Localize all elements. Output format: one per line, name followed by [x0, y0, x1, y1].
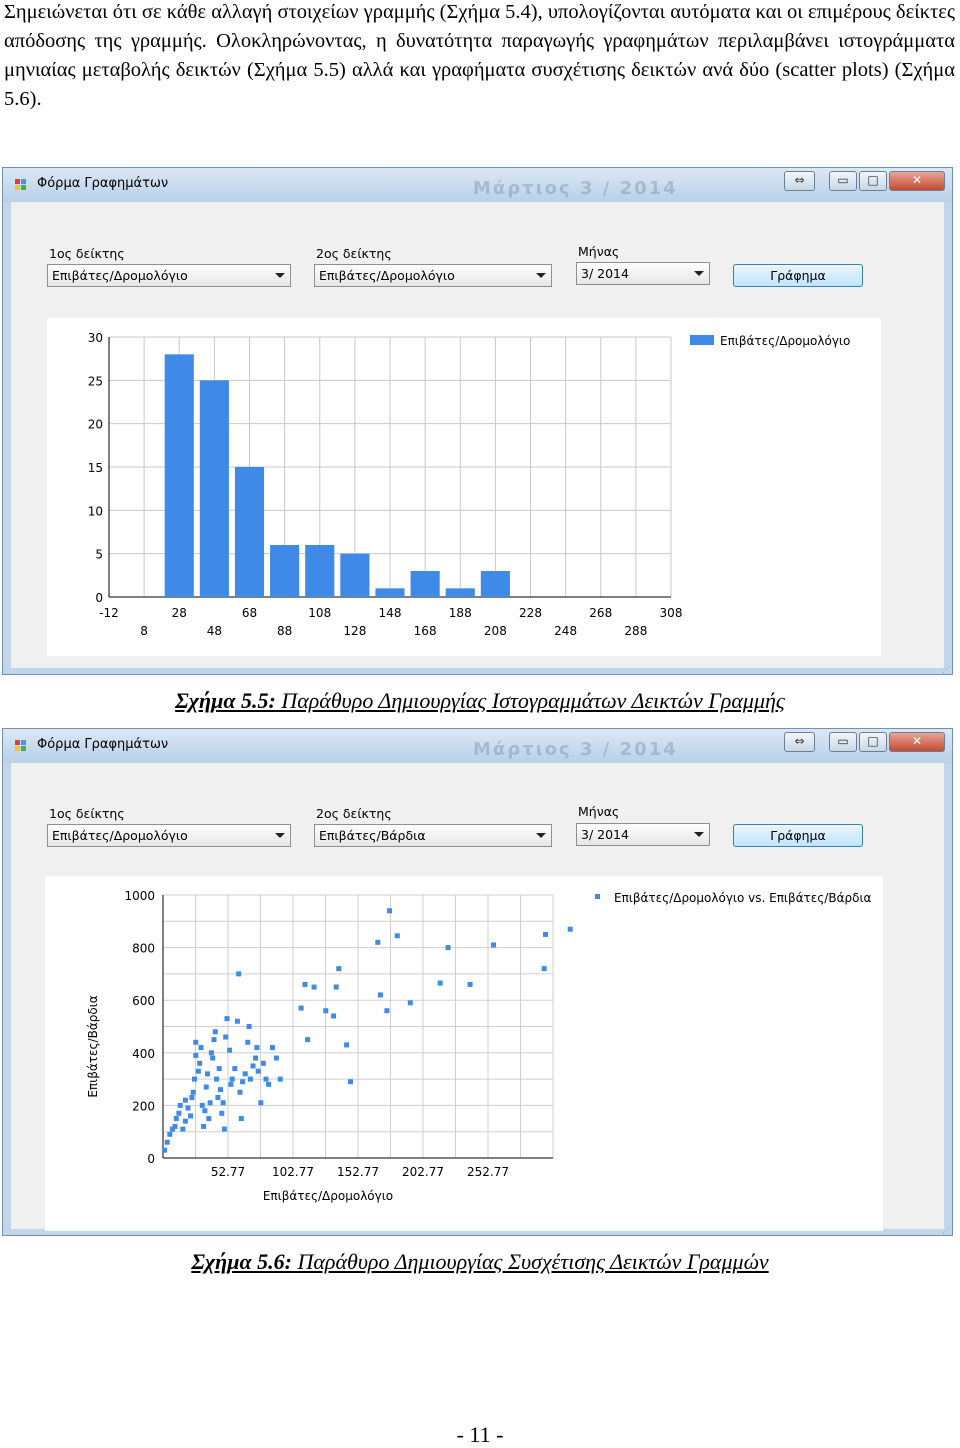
scatter-point	[261, 1061, 266, 1066]
histogram-bar	[165, 354, 194, 597]
y-tick-label: 800	[132, 941, 155, 956]
chart-form-window-histogram	[2, 167, 953, 675]
scatter-point	[188, 1113, 193, 1118]
scatter-chart	[45, 876, 883, 1231]
minimize-button[interactable]: ▭	[829, 171, 857, 191]
scatter-point	[219, 1111, 224, 1116]
scatter-point	[180, 1127, 185, 1132]
scatter-point	[192, 1077, 197, 1082]
histogram-bar	[375, 588, 404, 597]
x-tick-label: 108	[308, 606, 332, 620]
figure-caption-5-5	[0, 688, 960, 714]
y-tick-label: 0	[147, 1152, 155, 1166]
scatter-point	[344, 1042, 349, 1047]
scatter-point	[176, 1111, 181, 1116]
scatter-point	[378, 992, 383, 997]
x-tick-label: 148	[378, 606, 402, 620]
x-tick-label: 48	[206, 624, 223, 638]
index1-select-value: Επιβάτες/Δρομολόγιο	[52, 268, 188, 283]
blurred-title: Μάρτιος 3 / 2014	[473, 739, 678, 760]
caption-number: Σχήμα 5.6:	[191, 1249, 292, 1274]
scatter-point	[227, 1048, 232, 1053]
x-tick-label: 228	[519, 606, 542, 620]
index1-label: 1ος δείκτης	[49, 806, 125, 821]
scatter-point	[189, 1095, 194, 1100]
maximize-button[interactable]: □	[859, 732, 887, 752]
histogram-bar	[411, 571, 440, 597]
scatter-point	[387, 908, 392, 913]
caption-text: Παράθυρο Δημιουργίας Συσχέτισης Δεικτών Γραμμών	[291, 1249, 769, 1274]
title-bar[interactable]	[3, 168, 952, 202]
scatter-point	[228, 1082, 233, 1087]
scatter-point	[245, 1040, 250, 1045]
scatter-point	[202, 1108, 207, 1113]
scatter-point	[204, 1084, 209, 1089]
scatter-point	[191, 1090, 196, 1095]
figure-caption-5-6	[0, 1249, 960, 1275]
scatter-point	[208, 1100, 213, 1105]
scatter-point	[270, 1045, 275, 1050]
index2-select-value: Επιβάτες/Βάρδια	[319, 828, 426, 843]
x-tick-label: 28	[171, 606, 187, 620]
month-select-value: 3/ 2014	[581, 266, 629, 281]
scatter-point	[193, 1053, 198, 1058]
title-bar[interactable]	[3, 729, 952, 763]
y-tick-label: 0	[95, 591, 103, 605]
histogram-bar	[305, 545, 334, 597]
scatter-point	[240, 1079, 245, 1084]
x-tick-label: 102.77	[272, 1165, 314, 1179]
y-tick-label: 1000	[124, 889, 155, 903]
x-tick-label: 8	[140, 624, 148, 638]
scatter-point	[336, 966, 341, 971]
scatter-point	[274, 1056, 279, 1061]
scatter-point	[174, 1116, 179, 1121]
app-icon	[15, 740, 27, 752]
scatter-point	[211, 1037, 216, 1042]
close-button[interactable]: ✕	[889, 732, 945, 752]
x-tick-label: 68	[241, 606, 258, 620]
y-tick-label: 400	[132, 1046, 155, 1061]
scatter-point	[331, 1013, 336, 1018]
scatter-point	[236, 971, 241, 976]
scatter-point	[263, 1077, 268, 1082]
scatter-point	[305, 1037, 310, 1042]
x-tick-label: 268	[589, 606, 613, 620]
y-tick-label: 25	[87, 374, 103, 389]
month-label: Μήνας	[578, 804, 620, 819]
scatter-point	[256, 1069, 261, 1074]
index1-select-value: Επιβάτες/Δρομολόγιο	[52, 828, 188, 843]
scatter-point	[237, 1090, 242, 1095]
legend-marker	[595, 894, 600, 899]
scatter-point	[278, 1077, 283, 1082]
index1-select[interactable]	[47, 824, 291, 847]
scatter-point	[210, 1056, 215, 1061]
maximize-button[interactable]: □	[859, 171, 887, 191]
y-tick-label: 200	[132, 1099, 155, 1114]
scatter-point	[162, 1148, 167, 1153]
scatter-point	[438, 981, 443, 986]
chart-form-window-scatter	[2, 728, 953, 1236]
scatter-point	[254, 1045, 259, 1050]
scatter-point	[323, 1008, 328, 1013]
scatter-point	[223, 1035, 228, 1040]
scatter-point	[165, 1140, 170, 1145]
minimize-button[interactable]: ▭	[829, 732, 857, 752]
scatter-point	[197, 1061, 202, 1066]
y-tick-label: 15	[87, 461, 103, 475]
scatter-point	[232, 1066, 237, 1071]
x-tick-label: -12	[99, 606, 119, 620]
index2-select[interactable]	[314, 264, 552, 287]
chevron-down-icon	[694, 832, 704, 837]
x-tick-label: 202.77	[402, 1165, 444, 1179]
blurred-title: Μάρτιος 3 / 2014	[473, 178, 678, 199]
scatter-point	[299, 1006, 304, 1011]
histogram-svg	[47, 318, 881, 656]
swap-icon[interactable]: ⇔	[784, 732, 815, 752]
month-select[interactable]	[576, 262, 710, 285]
y-tick-label: 10	[87, 504, 103, 519]
scatter-point	[198, 1045, 203, 1050]
scatter-point	[235, 1019, 240, 1024]
legend-label: Επιβάτες/Δρομολόγιο	[720, 334, 851, 348]
window-title: Φόρμα Γραφημάτων	[37, 176, 169, 191]
scatter-point	[196, 1069, 201, 1074]
month-select-value: 3/ 2014	[581, 827, 629, 842]
scatter-point	[266, 1082, 271, 1087]
scatter-point	[543, 932, 548, 937]
histogram-chart	[47, 318, 881, 656]
scatter-point	[222, 1127, 227, 1132]
scatter-point	[215, 1095, 220, 1100]
scatter-point	[193, 1040, 198, 1045]
x-tick-label: 308	[659, 606, 683, 620]
x-axis-label: Επιβάτες/Δρομολόγιο	[262, 1189, 394, 1203]
index1-select[interactable]	[47, 264, 291, 287]
y-tick-label: 600	[132, 994, 155, 1009]
month-select[interactable]	[576, 823, 710, 846]
scatter-point	[206, 1116, 211, 1121]
scatter-point	[258, 1100, 263, 1105]
scatter-point	[250, 1063, 255, 1068]
scatter-point	[568, 927, 573, 932]
scatter-point	[217, 1066, 222, 1071]
scatter-point	[172, 1124, 177, 1129]
scatter-point	[248, 1077, 253, 1082]
form-client-area	[11, 763, 944, 1229]
scatter-point	[200, 1103, 205, 1108]
scatter-point	[243, 1071, 248, 1076]
scatter-point	[384, 1008, 389, 1013]
scatter-point	[167, 1132, 172, 1137]
x-tick-label: 252.77	[467, 1165, 509, 1179]
graph-button[interactable]: Γράφημα	[733, 264, 863, 287]
histogram-bar	[446, 588, 475, 597]
x-tick-label: 188	[448, 606, 472, 620]
scatter-point	[445, 945, 450, 950]
scatter-point	[183, 1119, 188, 1124]
scatter-point	[224, 1016, 229, 1021]
scatter-point	[247, 1024, 252, 1029]
scatter-point	[214, 1077, 219, 1082]
chevron-down-icon	[275, 273, 285, 278]
page-number: - 11 -	[456, 1422, 504, 1447]
scatter-point	[213, 1029, 218, 1034]
y-axis-label: Επιβάτες/Βάρδια	[86, 995, 100, 1098]
body-paragraph: Σημειώνεται ότι σε κάθε αλλαγή στοιχείων γραμμής (Σχήμα 5.4), υπολογίζονται αυτόματα και οι επιμέρους δείκτες απόδοσης της γραμμής. Ολοκληρώνοντας, η δυνατότητα παραγωγής γραφημάτων περιλαμβάνει ιστογράμματα μηνιαίας μεταβολής δεικτών (Σχήμα 5.5) αλλά και γραφήματα συσχέτισης δεικτών ανά δύο (scatter plots) (Σχήμα 5.6).	[4, 1, 955, 110]
scatter-point	[183, 1098, 188, 1103]
scatter-point	[312, 985, 317, 990]
x-tick-label: 128	[343, 624, 367, 638]
index2-label: 2ος δείκτης	[316, 806, 392, 821]
chevron-down-icon	[536, 833, 546, 838]
histogram-bar	[270, 545, 299, 597]
scatter-point	[205, 1071, 210, 1076]
y-tick-label: 20	[87, 417, 103, 432]
scatter-point	[201, 1124, 206, 1129]
scatter-point	[542, 966, 547, 971]
y-tick-label: 5	[95, 547, 103, 562]
resize-grip-icon[interactable]: ⋰	[942, 665, 950, 674]
scatter-point	[408, 1000, 413, 1005]
scatter-point	[491, 942, 496, 947]
scatter-point	[334, 985, 339, 990]
histogram-bar	[340, 554, 369, 597]
x-tick-label: 208	[483, 624, 507, 638]
scatter-point	[178, 1103, 183, 1108]
scatter-point	[302, 982, 307, 987]
x-tick-label: 152.77	[337, 1165, 379, 1179]
histogram-bar	[481, 571, 510, 597]
app-icon	[15, 179, 27, 191]
chevron-down-icon	[694, 271, 704, 276]
x-tick-label: 52.77	[210, 1165, 246, 1179]
chevron-down-icon	[536, 273, 546, 278]
chevron-down-icon	[275, 833, 285, 838]
scatter-point	[209, 1050, 214, 1055]
scatter-point	[375, 940, 380, 945]
scatter-point	[230, 1077, 235, 1082]
resize-grip-icon[interactable]: ⋰	[942, 1226, 950, 1235]
scatter-point	[218, 1087, 223, 1092]
form-client-area	[11, 202, 944, 668]
scatter-point	[253, 1056, 258, 1061]
caption-number: Σχήμα 5.5:	[175, 688, 276, 713]
x-tick-label: 168	[413, 624, 437, 638]
swap-icon[interactable]: ⇔	[784, 171, 815, 191]
legend-label: Επιβάτες/Δρομολόγιο vs. Επιβάτες/Βάρδια	[614, 891, 872, 905]
scatter-point	[468, 982, 473, 987]
scatter-point	[239, 1116, 244, 1121]
caption-text: Παράθυρο Δημιουργίας Ιστογραμμάτων Δεικτών Γραμμής	[275, 688, 785, 713]
x-tick-label: 248	[554, 624, 578, 638]
index2-select-value: Επιβάτες/Δρομολόγιο	[319, 268, 455, 283]
x-tick-label: 88	[276, 624, 293, 638]
index1-label: 1ος δείκτης	[49, 246, 125, 261]
scatter-point	[348, 1079, 353, 1084]
x-tick-label: 288	[624, 624, 648, 638]
scatter-svg	[45, 876, 883, 1231]
graph-button[interactable]: Γράφημα	[733, 824, 863, 847]
index2-label: 2ος δείκτης	[316, 246, 392, 261]
histogram-bar	[200, 380, 229, 597]
scatter-point	[185, 1106, 190, 1111]
legend-swatch	[690, 335, 714, 345]
scatter-point	[395, 933, 400, 938]
index2-select[interactable]	[314, 824, 552, 847]
month-label: Μήνας	[578, 244, 620, 259]
scatter-point	[221, 1100, 226, 1105]
histogram-bar	[235, 467, 264, 597]
close-button[interactable]: ✕	[889, 171, 945, 191]
y-tick-label: 30	[87, 331, 103, 345]
window-title: Φόρμα Γραφημάτων	[37, 737, 169, 752]
